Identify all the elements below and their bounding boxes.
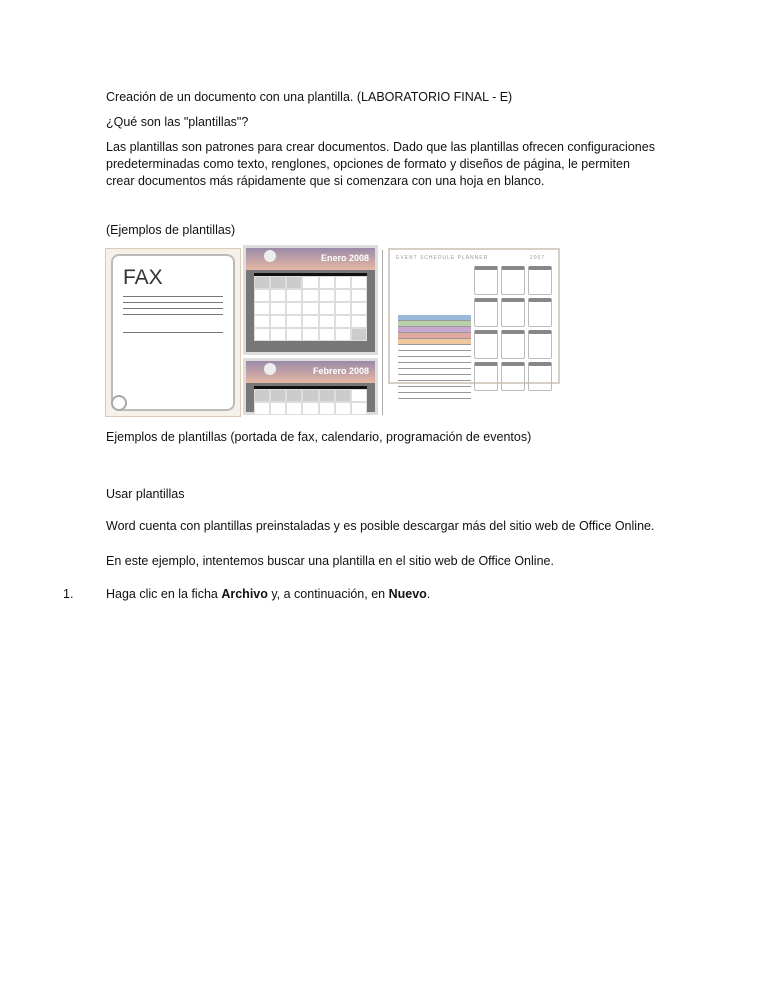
figure-caption: Ejemplos de plantillas (portada de fax, calendario, programación de eventos) <box>106 430 532 444</box>
calendar-january-thumbnail <box>243 245 378 355</box>
event-planner-thumbnail <box>388 248 560 384</box>
intro-line-1: Las plantillas son patrones para crear documentos. Dado que las plantillas ofrecen configuraciones <box>106 140 655 154</box>
step-text-c: . <box>426 587 431 601</box>
section-title: Usar plantillas <box>106 487 185 501</box>
step-text-b: y, a continuación, en <box>267 587 389 601</box>
nuevo-label: Nuevo <box>388 587 427 601</box>
planner-year: 2007 <box>530 255 546 261</box>
calendar-february-thumbnail <box>243 358 378 415</box>
examples-label: (Ejemplos de plantillas) <box>106 223 236 237</box>
document-heading: Creación de un documento con una plantilla. (LABORATORIO FINAL - E) <box>106 90 513 104</box>
moon-icon <box>264 363 276 375</box>
step-text-a: Haga clic en la ficha <box>106 587 222 601</box>
fax-circle-icon <box>111 395 127 411</box>
calendar-month-title: Enero 2008 <box>320 253 369 263</box>
step-number: 1. <box>63 587 74 601</box>
step-1-text <box>106 586 430 603</box>
archivo-label: Archivo <box>221 587 268 601</box>
intro-line-3: crear documentos más rápidamente que si comenzara con una hoja en blanco. <box>106 174 545 188</box>
moon-icon <box>264 250 276 262</box>
paragraph-2: En este ejemplo, intentemos buscar una plantilla en el sitio web de Office Online. <box>106 554 554 568</box>
question-heading: ¿Qué son las "plantillas"? <box>106 115 249 129</box>
fax-title: FAX <box>123 266 163 289</box>
paragraph-1: Word cuenta con plantillas preinstaladas y es posible descargar más del sitio web de Office Online. <box>106 519 655 533</box>
fax-template-thumbnail <box>105 248 241 417</box>
calendar-month-title: Febrero 2008 <box>312 366 369 376</box>
planner-title: EVENT SCHEDULE PLANNER <box>396 255 489 261</box>
intro-line-2: predeterminadas como texto, renglones, opciones de formato y diseños de página, le permiten <box>106 157 630 171</box>
